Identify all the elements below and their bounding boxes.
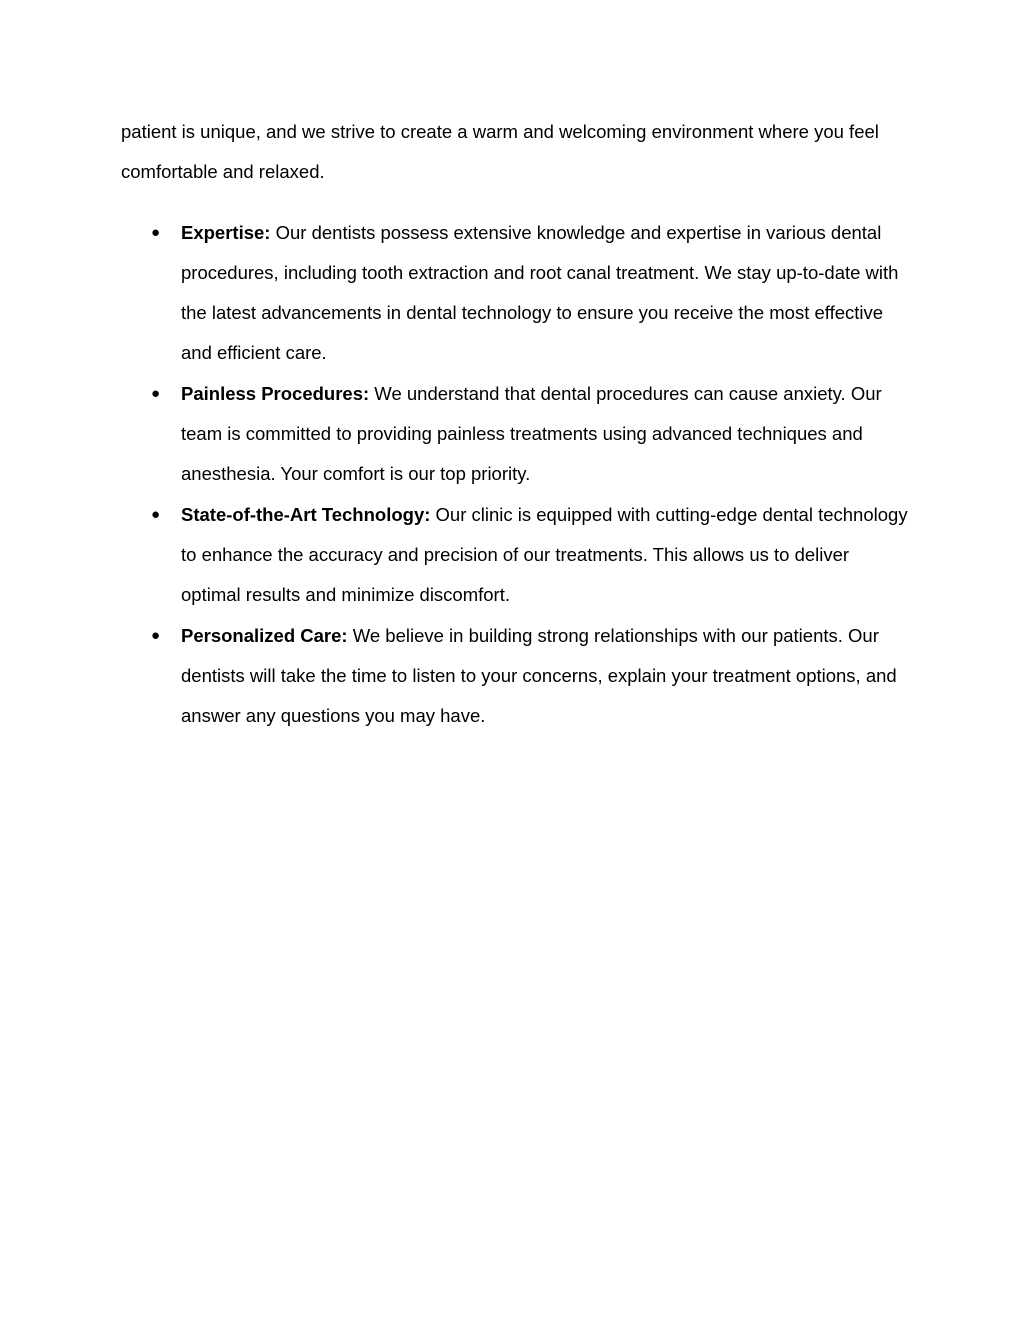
bullet-icon: ● [151,384,161,402]
list-item-text: We understand that dental procedures can cause anxiety. Our team is committed to providing painless treatments using advanced techniques and anesthesia. Your comfort is our top priority. [181,382,882,485]
list-item-text: We believe in building strong relationships with our patients. Our dentists will take the time to listen to your concerns, explain your treatment options, and answer any questions you may have. [181,624,897,727]
bullet-icon: ● [151,505,161,523]
list-item-painless-procedures [121,374,911,495]
list-item-personalized-care [121,616,911,737]
feature-list [121,213,911,737]
list-item-text: Our dentists possess extensive knowledge and expertise in various dental procedures, including tooth extraction and root canal treatment. We stay up-to-date with the latest advancements in dental technology to ensure you receive the most effective and efficient care. [181,221,899,364]
document-body [121,112,911,736]
list-item-text: Our clinic is equipped with cutting-edge dental technology to enhance the accuracy and precision of our treatments. This allows us to deliver optimal results and minimize discomfort. [181,503,908,606]
bullet-icon: ● [151,626,161,644]
list-item-title: Personalized Care: [181,624,348,646]
list-item-title: Painless Procedures: [181,382,370,404]
bullet-icon: ● [151,223,161,241]
intro-paragraph: patient is unique, and we strive to create a warm and welcoming environment where you feel comfortable and relaxed. [121,121,879,183]
list-item-title: State-of-the-Art Technology: [181,503,431,525]
list-item-title: Expertise: [181,221,271,243]
list-item-technology [121,495,911,616]
list-item-expertise [121,213,911,374]
